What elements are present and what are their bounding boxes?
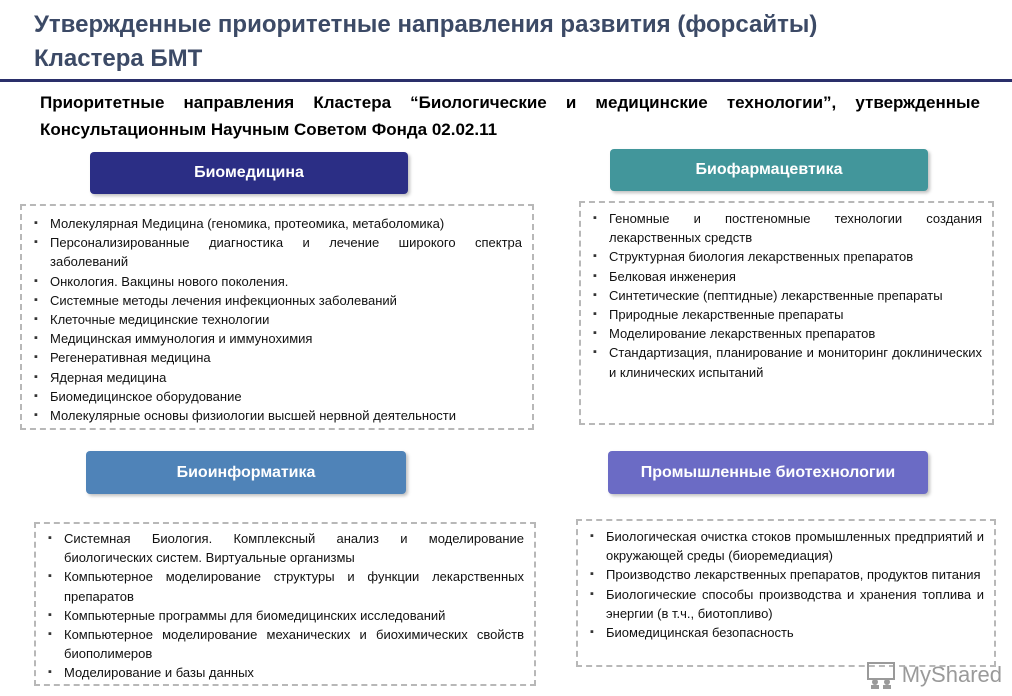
list-item: ▪ Молекулярная Медицина (геномика, протеомика, метаболомика) (30, 214, 522, 233)
list-item: ▪ Системная Биология. Комплексный анализ и моделирование биологических систем. Виртуальные организмы (44, 529, 524, 567)
bullet-list (44, 529, 524, 683)
list-item: ▪ Онкология. Вакцины нового поколения. (30, 272, 522, 291)
list-item: ▪ Структурная биология лекарственных препаратов (589, 247, 982, 266)
page-title (34, 8, 994, 76)
section-header-biopharm (610, 149, 928, 191)
list-item: ▪ Моделирование и базы данных (44, 663, 524, 682)
list-item: ▪ Медицинская иммунология и иммунохимия (30, 329, 522, 348)
list-item: ▪ Компьютерное моделирование структуры и функции лекарственных препаратов (44, 567, 524, 605)
section-title-industrial: Промышленные биотехнологии (640, 463, 896, 481)
list-item: ▪ Природные лекарственные препараты (589, 305, 982, 324)
list-item: ▪ Моделирование лекарственных препаратов (589, 324, 982, 343)
list-item: ▪ Биологические способы производства и хранения топлива и энергии (в т.ч., биотопливо) (586, 585, 984, 623)
section-list-biomed (20, 204, 534, 430)
section-list-biopharm (579, 201, 994, 425)
section-title-biopharm: Биофармацевтика (695, 161, 843, 178)
watermark-text: MyShared (901, 662, 1002, 687)
bullet-list (586, 527, 984, 642)
page-title-line-1: Утвержденные приоритетные направления развития (форсайты) (34, 11, 818, 38)
list-item: ▪ Синтетические (пептидные) лекарственные препараты (589, 286, 982, 305)
section-title-biomed: Биомедицина (194, 164, 304, 181)
classroom-icon (866, 660, 896, 690)
list-item: ▪ Белковая инженерия (589, 267, 982, 286)
list-item: ▪ Геномные и постгеномные технологии создания лекарственных средств (589, 209, 982, 247)
list-item: ▪ Компьютерные программы для биомедицинских исследований (44, 606, 524, 625)
list-item: ▪ Молекулярные основы физиологии высшей нервной деятельности (30, 406, 522, 425)
list-item: ▪ Производство лекарственных препаратов, продуктов питания (586, 565, 984, 584)
list-item: ▪ Ядерная медицина (30, 368, 522, 387)
page-title-line-2: Кластера БМТ (34, 45, 203, 72)
page-subtitle: Приоритетные направления Кластера “Биологические и медицинские технологии”, утвержденные Консультационным Научным Советом Фонда 02.02.11 (40, 93, 980, 139)
list-item: ▪ Системные методы лечения инфекционных заболеваний (30, 291, 522, 310)
list-item: ▪ Биологическая очистка стоков промышленных предприятий и окружающей среды (биоремедиация) (586, 527, 984, 565)
bullet-list (30, 214, 522, 425)
watermark-logo (866, 660, 1002, 690)
section-list-bioinfo (34, 522, 536, 686)
list-item: ▪ Биомедицинское оборудование (30, 387, 522, 406)
section-title-bioinfo: Биоинформатика (176, 463, 316, 481)
list-item: ▪ Стандартизация, планирование и мониторинг доклинических и клинических испытаний (589, 343, 982, 381)
list-item: ▪ Клеточные медицинские технологии (30, 310, 522, 329)
section-header-biomed (90, 152, 408, 194)
list-item: ▪ Компьютерное моделирование механических и биохимических свойств биополимеров (44, 625, 524, 663)
title-divider (0, 79, 1012, 82)
bullet-list (589, 209, 982, 382)
list-item: ▪ Персонализированные диагностика и лечение широкого спектра заболеваний (30, 233, 522, 271)
section-header-industrial (608, 451, 928, 494)
list-item: ▪ Биомедицинская безопасность (586, 623, 984, 642)
section-list-industrial (576, 519, 996, 667)
list-item: ▪ Регенеративная медицина (30, 348, 522, 367)
section-header-bioinfo (86, 451, 406, 494)
